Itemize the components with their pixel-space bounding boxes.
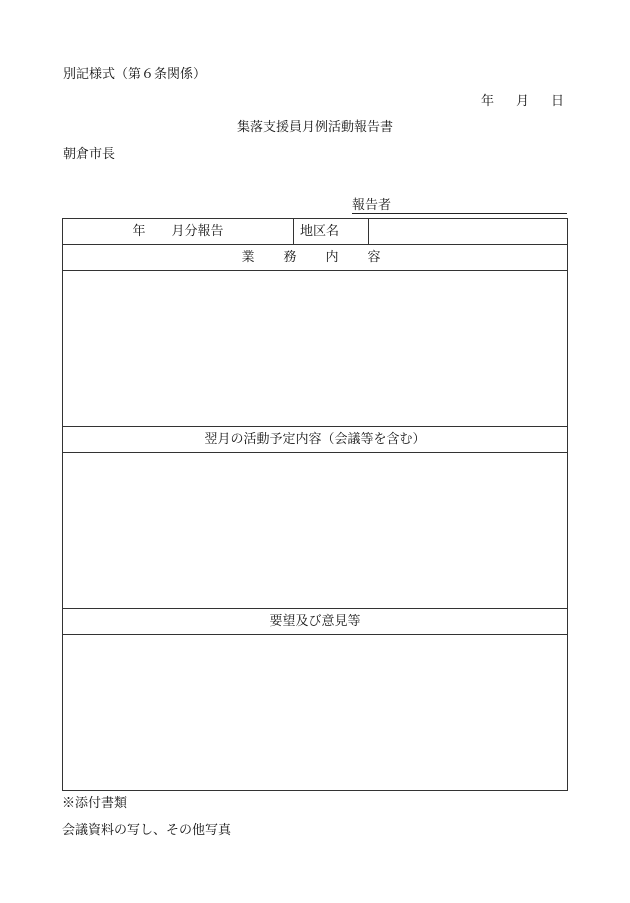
date-year-label: 年 <box>480 94 494 109</box>
section-body-row <box>63 271 568 427</box>
addressee: 朝倉市長 <box>63 147 116 162</box>
month-report-year: 年 <box>132 224 146 239</box>
section-body-row <box>63 453 568 609</box>
report-table <box>62 218 568 791</box>
attachments-text: 会議資料の写し、その他写真 <box>62 823 232 838</box>
attachments-label: ※添付書類 <box>62 796 128 811</box>
section-heading-row <box>63 427 568 453</box>
area-input-cell[interactable] <box>369 219 568 245</box>
document-title: 集落支援員月例活動報告書 <box>236 120 393 135</box>
section-body-row <box>63 635 568 791</box>
report-header-row <box>63 219 568 245</box>
area-label-cell <box>294 219 369 245</box>
next-month-plan-heading: 翌月の活動予定内容（会議等を含む） <box>63 427 568 453</box>
area-label: 地区名 <box>300 224 340 239</box>
form-label: 別記様式（第６条関係） <box>63 67 207 82</box>
reporter-label: 報告者 <box>352 198 392 213</box>
business-content-heading: 業 務 内 容 <box>63 245 568 271</box>
requests-opinions-area[interactable] <box>63 635 568 791</box>
month-report-cell[interactable] <box>63 219 294 245</box>
reporter-field[interactable] <box>352 199 567 214</box>
next-month-plan-area[interactable] <box>63 453 568 609</box>
section-heading-row <box>63 245 568 271</box>
requests-opinions-heading: 要望及び意見等 <box>63 609 568 635</box>
business-content-area[interactable] <box>63 271 568 427</box>
month-report-label: 月分報告 <box>171 224 224 239</box>
section-heading-row <box>63 609 568 635</box>
date-day-label: 日 <box>550 94 564 109</box>
date-line <box>481 95 564 108</box>
date-month-label: 月 <box>515 94 529 109</box>
